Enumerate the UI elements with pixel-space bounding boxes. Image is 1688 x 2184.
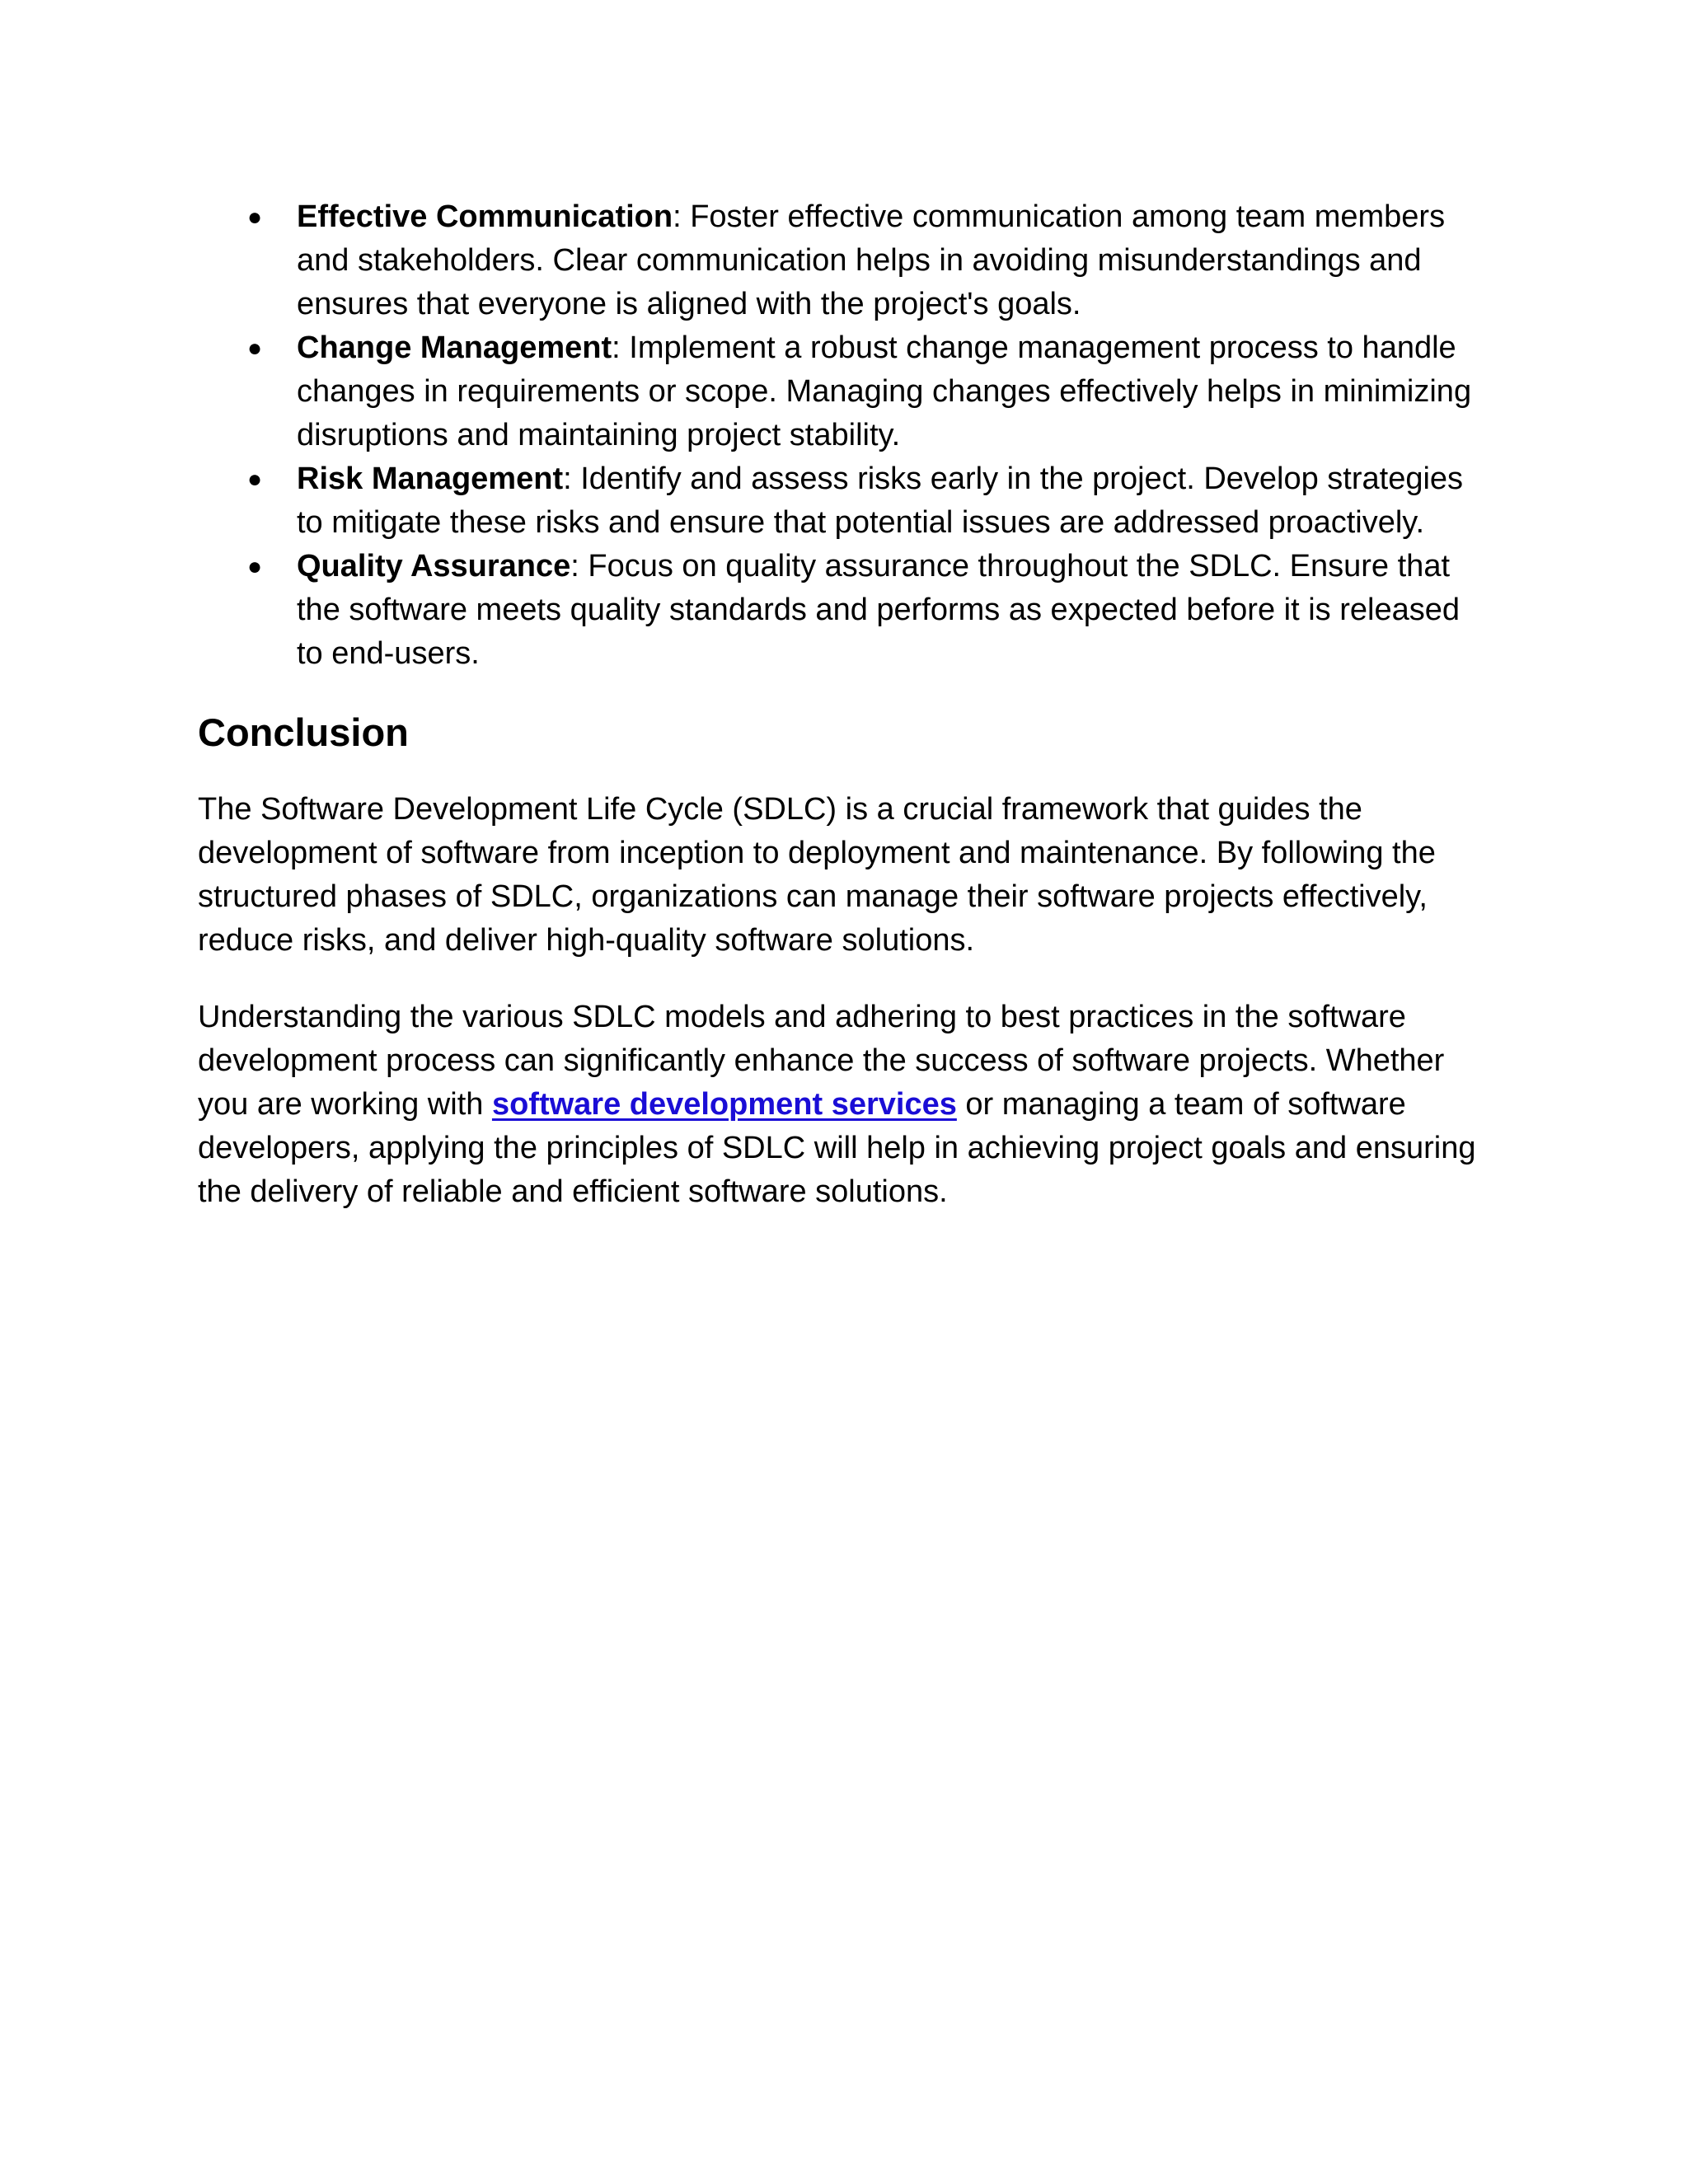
list-item-effective-communication: [198, 195, 1484, 326]
paragraph-text: or managing a team of software developers, applying the principles of SDLC will help in achieving project goals and ensuring the delivery of reliable and efficient software solutions.: [198, 1087, 1476, 1209]
conclusion-paragraph-2: [198, 996, 1484, 1214]
bullet-term: Quality Assurance: [297, 549, 571, 583]
software-development-services-link[interactable]: software development services: [491, 1087, 957, 1122]
bullet-icon: ●: [247, 335, 263, 362]
bullet-icon: ●: [247, 204, 263, 231]
bullet-icon: ●: [247, 466, 263, 493]
bullet-text: : Implement a robust change management process to handle changes in requirements or scope. Managing changes effectively helps in minimizing disruptions and maintaining project stability.: [297, 330, 1472, 452]
bullet-term: Effective Communication: [297, 199, 673, 234]
best-practices-list: [198, 195, 1484, 676]
bullet-text: : Foster effective communication among team members and stakeholders. Clear communication helps in avoiding misunderstandings and ensures that everyone is aligned with the project's goals.: [297, 199, 1446, 321]
bullet-term: Risk Management: [297, 462, 564, 496]
paragraph-text: Understanding the various SDLC models and adhering to best practices in the software development process can significantly enhance the success of software projects. Whether you are working with: [198, 1000, 1445, 1122]
document-page: [198, 195, 1484, 1214]
list-item-change-management: [198, 326, 1484, 457]
bullet-text: : Focus on quality assurance throughout the SDLC. Ensure that the software meets quality standards and performs as expected before it is released to end-users.: [297, 549, 1460, 671]
bullet-text: : Identify and assess risks early in the project. Develop strategies to mitigate these risks and ensure that potential issues are addressed proactively.: [297, 462, 1464, 540]
conclusion-paragraph-1: The Software Development Life Cycle (SDLC) is a crucial framework that guides the development of software from inception to deployment and maintenance. By following the structured phases of SDLC, organizations can manage their software projects effectively, reduce risks, and deliver high-quality software solutions.: [198, 792, 1436, 958]
bullet-term: Change Management: [297, 330, 612, 365]
list-item-risk-management: [198, 457, 1484, 545]
conclusion-heading: Conclusion: [198, 710, 409, 754]
list-item-quality-assurance: [198, 545, 1484, 676]
bullet-icon: ●: [247, 553, 263, 580]
